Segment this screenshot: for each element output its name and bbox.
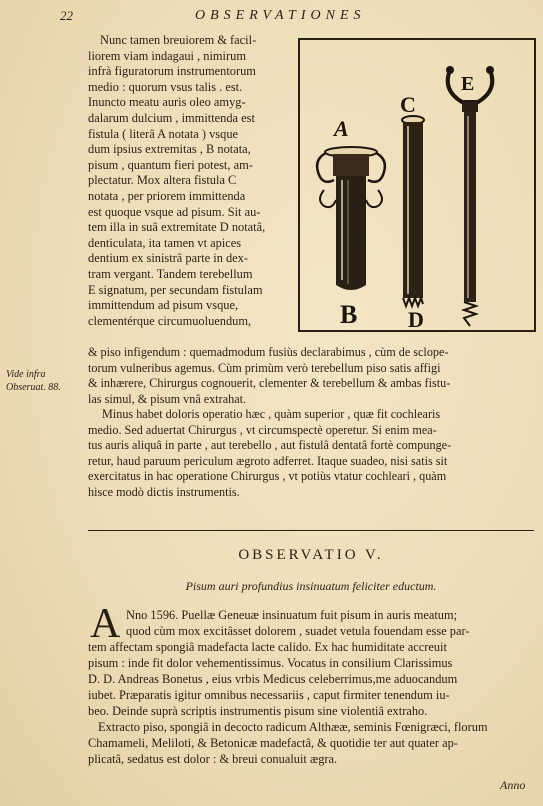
- text-line: plicatâ, sedatus est dolor : & breui conualuit ægra.: [88, 752, 338, 766]
- text-line: notata , per priorem immittenda: [88, 188, 246, 203]
- text-line: Nno 1596. Puellæ Geneuæ insinuatum fuit pisum in auris meatum;: [126, 608, 458, 622]
- text-line: pisum , quantum fieri potest, am-: [88, 157, 253, 172]
- margin-note-line: Vide infra: [6, 369, 46, 380]
- text-line: Extracto piso, spongiâ in decocto radicum Althææ, seminis Fœnigræci, florum: [98, 720, 488, 734]
- text-line: plectatur. Mox altera fistula C: [88, 173, 237, 188]
- text-line: denticulata, ita tamen vt apices: [88, 235, 242, 250]
- text-line: fistula ( literâ A notata ) vsque: [88, 126, 239, 141]
- text-line: Nunc tamen breuiorem & facil-: [100, 33, 257, 47]
- text-line: Chamameli, Meliloti, & Betonicæ madefactâ, & quotidie ter aut quater ap-: [88, 736, 458, 750]
- text-line: pisum : inde fit dolor vehementissimus. Vocatus in consilium Clarissimus: [88, 656, 453, 670]
- text-line: Minus habet doloris operatio hæc , quàm superior , quæ fit cochlearis: [102, 407, 441, 421]
- text-line: dalarum dulcium , immittenda est: [88, 110, 255, 125]
- margin-note-line: Obseruat. 88.: [6, 382, 61, 393]
- observation-subtitle: Pisum auri profundius insinuatum feliciter eductum.: [185, 579, 437, 593]
- label-b: B: [340, 300, 358, 329]
- observation-title: OBSERVATIO V.: [238, 547, 384, 563]
- text-line: tem affectam spongiâ madefacta lacte calido. Ex hac humiditate accreuit: [88, 640, 447, 654]
- text-line: hisce modò dictis instrumentis.: [88, 484, 240, 499]
- text-line: E signatum, per secundam fistulam: [88, 282, 263, 297]
- section-rule: [88, 530, 534, 531]
- paragraph-continuation: [88, 345, 534, 407]
- text-line: tus auris aliquâ in parte , aut terebello , aut fistulâ dentatâ fortè compunge-: [88, 438, 452, 452]
- terebellum-e: [446, 66, 494, 326]
- margin-note: [6, 368, 84, 394]
- text-line: liorem viam indagaui , nimirum: [88, 48, 246, 63]
- paragraph-second: [88, 407, 534, 500]
- page-number: 22: [60, 8, 73, 23]
- text-line: dentium ex sinistrâ parte in dex-: [88, 251, 249, 266]
- text-line: est quoque vsque ad pisum. Sit au-: [88, 204, 261, 219]
- running-head: OBSERVATIONES: [195, 8, 366, 23]
- text-line: quod cùm mox excitâsset dolorem , suadet vetula fouendam esse par-: [126, 624, 470, 638]
- label-a: A: [334, 116, 349, 141]
- text-line: dum ipsius extremitas , B notata,: [88, 142, 251, 157]
- text-line: beo. Deinde suprà scriptis instrumentis pisum sine violentiâ extraho.: [88, 704, 428, 718]
- text-line: torum vulneribus agemus. Cùm primùm verò terebellum piso satis affigi: [88, 360, 441, 375]
- page-header: [0, 8, 543, 26]
- text-line: retur, haud paruum periculum ægroto adferret. Itaque suadeo, nisi satis sit: [88, 453, 448, 468]
- instrument-engraving: [300, 40, 534, 330]
- text-line: clementérque circumuoluendum,: [88, 313, 252, 328]
- text-line: & piso infigendum : quemadmodum fusiùs declarabimus , cùm de sclope-: [88, 345, 449, 359]
- drop-cap: A: [90, 601, 121, 647]
- label-d: D: [408, 307, 424, 330]
- catchword: Anno: [500, 778, 526, 792]
- instrument-figure: [298, 38, 536, 332]
- label-e: E: [461, 73, 475, 95]
- column-paragraph: [88, 33, 294, 329]
- text-line: & inhærere, Chirurgus cognouerit, clementer & terebellum & ambas fistu-: [88, 376, 451, 390]
- text-line: exercitatus in hac operatione Chirurgus , vt potiùs vtatur cochleari , quàm: [88, 469, 447, 483]
- text-line: medio. Sed aduertat Chirurgus , vt circumspectè operetur. Si enim mea-: [88, 422, 437, 437]
- fistula-cd: [402, 116, 424, 306]
- text-line: tram vergant. Tandem terebellum: [88, 266, 253, 281]
- observation-body: [88, 607, 534, 767]
- text-line: infrà figuratorum instrumentorum: [88, 64, 256, 79]
- text-line: Inuncto meatu auris oleo amyg-: [88, 95, 246, 110]
- fistula-ab: [317, 147, 385, 290]
- text-line: medio : quorum vsus talis . est.: [88, 79, 243, 94]
- text-line: las simul, & pisum vnâ extrahat.: [88, 391, 247, 406]
- text-line: immittendum ad pisum vsque,: [88, 298, 239, 313]
- label-c: C: [400, 92, 416, 117]
- text-line: tem illa in suâ extremitate D notatâ,: [88, 220, 266, 235]
- text-line: iubet. Præparatis igitur omnibus necessariis , caput firmiter tenendum iu-: [88, 688, 450, 702]
- text-line: D. D. Andreas Bonetus , eius vrbis Medicus celeberrimus,me aduocandum: [88, 672, 458, 686]
